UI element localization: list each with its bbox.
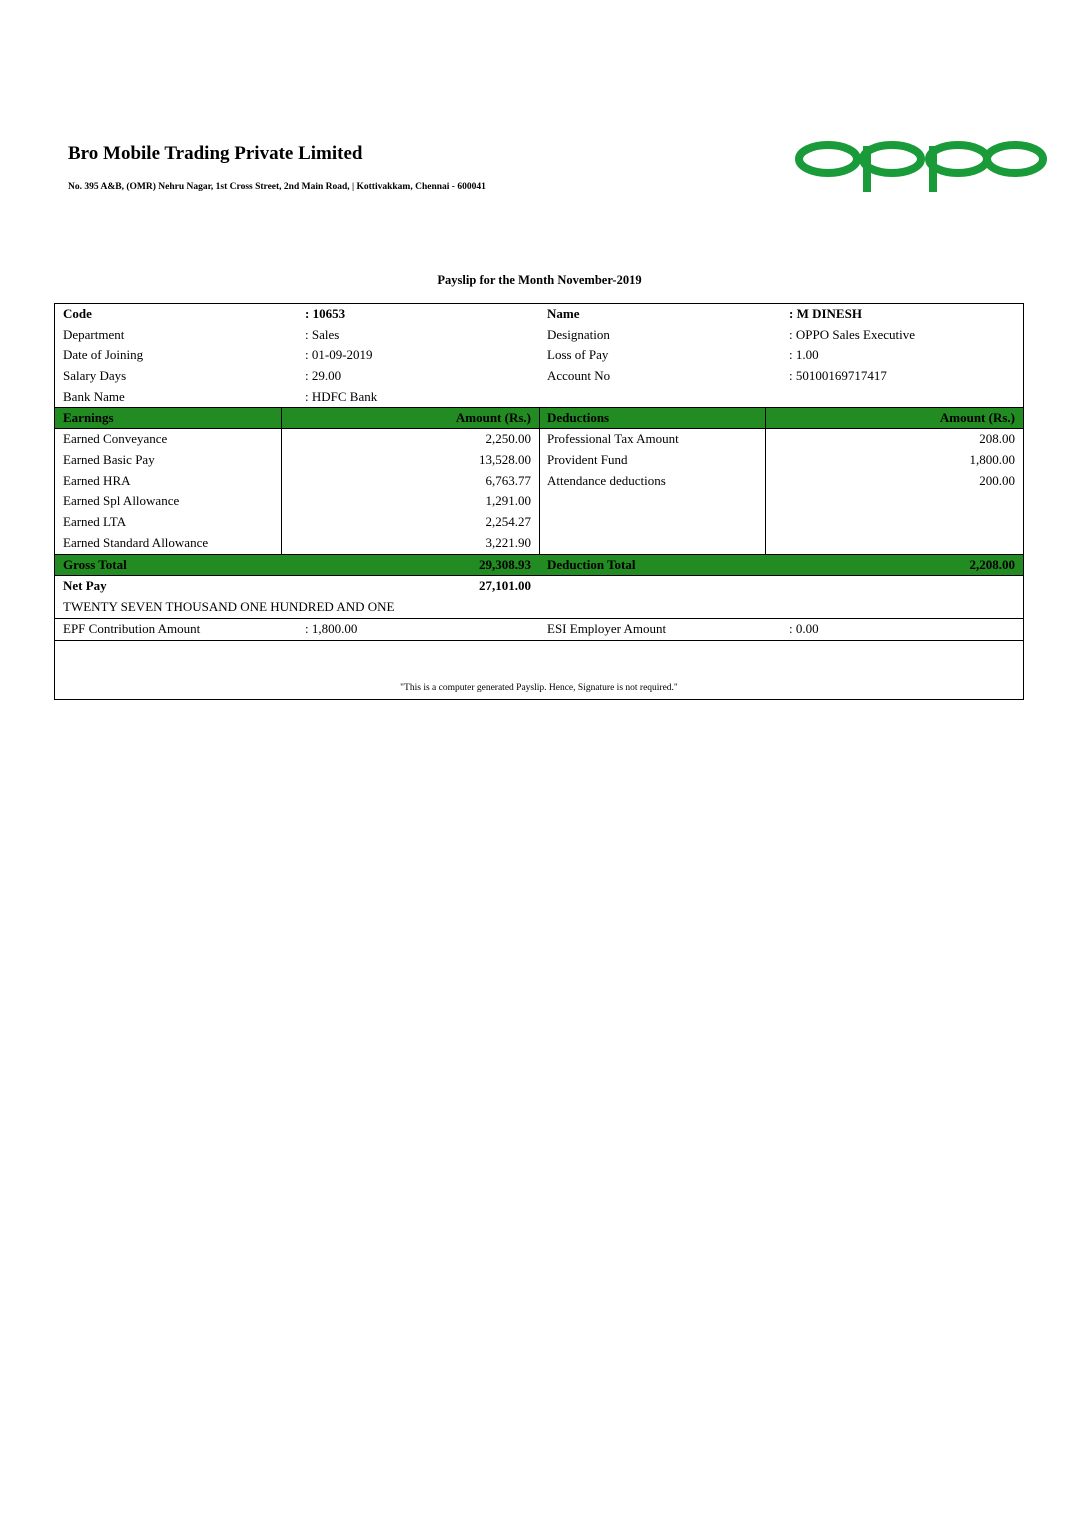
earning-label: Earned LTA: [63, 514, 127, 529]
deductions-header: Deductions: [547, 410, 610, 425]
earning-amount: 2,250.00: [485, 431, 531, 446]
earning-label: Earned HRA: [63, 473, 131, 488]
deductions-amount-header: Amount (Rs.): [939, 410, 1015, 425]
gross-total-label: Gross Total: [63, 557, 127, 572]
info-row-4: [55, 366, 1023, 387]
department-value: : Sales: [305, 327, 340, 342]
net-pay-value: 27,101.00: [479, 578, 531, 593]
net-pay-label: Net Pay: [63, 578, 107, 593]
totals-band: [55, 555, 1023, 575]
gross-total-value: 29,308.93: [479, 557, 531, 572]
account-no-value: : 50100169717417: [789, 368, 887, 383]
loss-of-pay-label: Loss of Pay: [547, 347, 609, 362]
info-row-5: [55, 387, 1023, 407]
deduction-label: Attendance deductions: [547, 473, 666, 488]
earning-amount: 13,528.00: [479, 452, 531, 467]
bank-name-value: : HDFC Bank: [305, 389, 378, 404]
deduction-amount: 1,800.00: [969, 452, 1015, 467]
code-label: Code: [63, 306, 92, 321]
earning-label: Earned Conveyance: [63, 431, 168, 446]
company-address: No. 395 A&B, (OMR) Nehru Nagar, 1st Cross Street, 2nd Main Road, | Kottivakkam, Chennai - 600041: [68, 182, 486, 192]
contributions-row: [55, 619, 1023, 640]
earnings-amount-header: Amount (Rs.): [455, 410, 531, 425]
deduction-amount: 200.00: [979, 473, 1015, 488]
earning-label: Earned Standard Allowance: [63, 535, 209, 550]
earning-label: Earned Basic Pay: [63, 452, 155, 467]
payslip-title: Payslip for the Month November-2019: [437, 273, 642, 287]
oppo-logo: [795, 138, 1047, 196]
epf-value: : 1,800.00: [305, 621, 358, 636]
salary-days-label: Salary Days: [63, 368, 127, 383]
earning-label: Earned Spl Allowance: [63, 493, 180, 508]
deduction-total-value: 2,208.00: [969, 557, 1015, 572]
payslip-table: [54, 303, 1024, 700]
doj-value: : 01-09-2019: [305, 347, 373, 362]
account-no-label: Account No: [547, 368, 611, 383]
earnings-header: Earnings: [63, 410, 114, 425]
net-pay-row: [55, 576, 1023, 597]
name-label: Name: [547, 306, 580, 321]
net-pay-in-words: TWENTY SEVEN THOUSAND ONE HUNDRED AND ONE: [63, 599, 395, 614]
name-value: : M DINESH: [789, 306, 862, 321]
designation-value: : OPPO Sales Executive: [789, 327, 916, 342]
department-label: Department: [63, 327, 125, 342]
net-pay-words-row: [55, 597, 1023, 618]
deduction-total-label: Deduction Total: [547, 557, 636, 572]
earning-amount: 1,291.00: [485, 493, 531, 508]
earning-amount: 3,221.90: [485, 535, 531, 550]
company-name: Bro Mobile Trading Private Limited: [68, 143, 363, 164]
esi-label: ESI Employer Amount: [547, 621, 667, 636]
esi-value: : 0.00: [789, 621, 819, 636]
earning-amount: 2,254.27: [485, 514, 531, 529]
designation-label: Designation: [547, 327, 610, 342]
salary-days-value: : 29.00: [305, 368, 342, 383]
loss-of-pay-value: : 1.00: [789, 347, 819, 362]
earning-amount: 6,763.77: [485, 473, 531, 488]
deduction-amount: 208.00: [979, 431, 1015, 446]
code-value: : 10653: [305, 306, 346, 321]
deduction-label: Professional Tax Amount: [547, 431, 679, 446]
footer-note: "This is a computer generated Payslip. Hence, Signature is not required.": [400, 683, 678, 693]
deduction-label: Provident Fund: [547, 452, 628, 467]
doj-label: Date of Joining: [63, 347, 144, 362]
info-row-1: [55, 304, 1023, 325]
bank-name-label: Bank Name: [63, 389, 125, 404]
epf-label: EPF Contribution Amount: [63, 621, 201, 636]
info-row-3: [55, 345, 1023, 366]
info-row-2: [55, 325, 1023, 345]
